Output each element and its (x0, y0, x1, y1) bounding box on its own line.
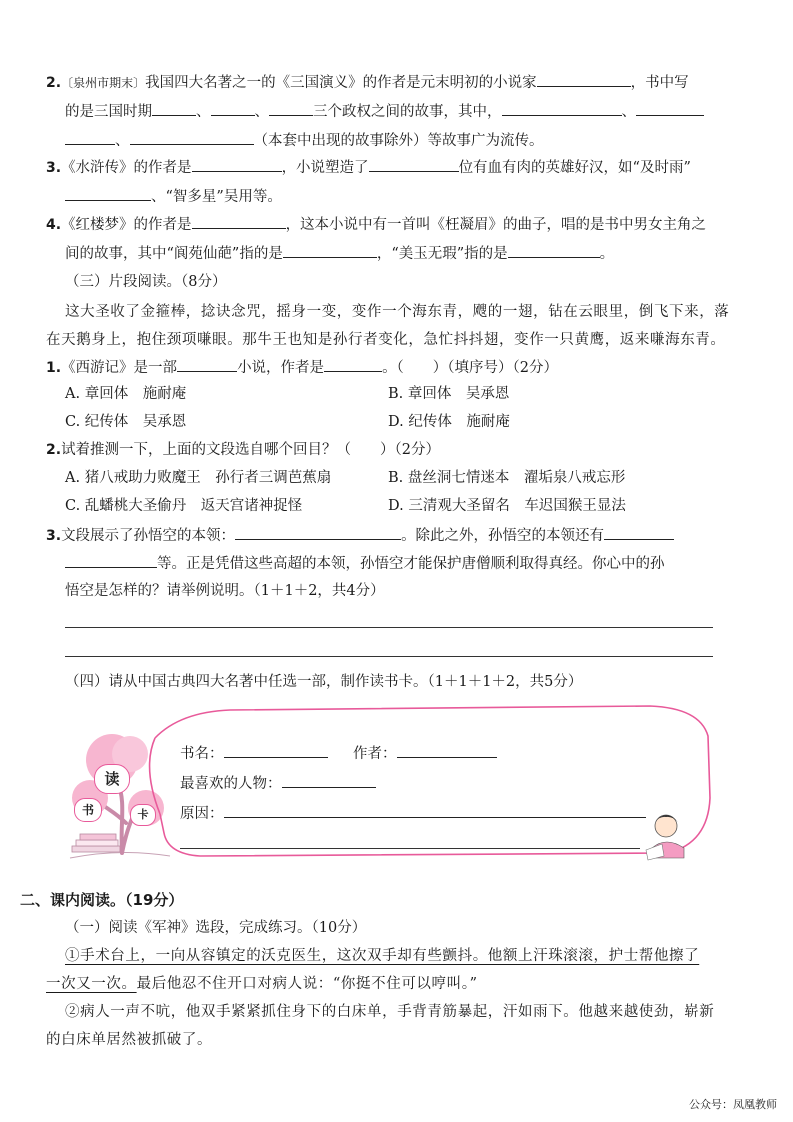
option-d[interactable]: D. 纪传体 施耐庵 (388, 414, 510, 430)
option-c[interactable]: C. 乱蟠桃大圣偷丹 返天宫诸神捉怪 (65, 498, 303, 514)
answer-line[interactable] (65, 627, 713, 628)
book-name-row: 书名： (180, 743, 328, 764)
source-tag: 〔泉州市期末〕 (61, 76, 146, 90)
answer-blank[interactable] (636, 101, 704, 116)
author-row: 作者： (353, 743, 497, 764)
answer-blank[interactable] (269, 101, 313, 116)
badge-shu: 书 (74, 798, 102, 822)
section4-title: （四）请从中国古典四大名著中任选一部，制作读书卡。（1＋1＋1＋2，共5分） (65, 674, 583, 690)
option-c[interactable]: C. 纪传体 吴承恩 (65, 414, 187, 430)
passage-line: 在天鹅身上，抱住颈项嗛眼。那牛王也知是孙行者变化，急忙抖抖翅，变作一只黄鹰，返来嗛海东青。 (46, 332, 726, 348)
passage-line: 的白床单居然被抓破了。 (46, 1032, 213, 1048)
q3-line2: 、“智多星”吴用等。 (65, 186, 282, 207)
answer-blank[interactable] (130, 130, 254, 145)
answer-blank[interactable] (192, 214, 286, 229)
card-frame (60, 698, 740, 868)
answer-blank[interactable] (283, 243, 377, 258)
answer-blank[interactable] (508, 243, 600, 258)
favorite-row: 最喜欢的人物： (180, 773, 376, 794)
answer-blank[interactable] (235, 525, 401, 540)
answer-blank[interactable] (65, 130, 115, 145)
option-b[interactable]: B. 章回体 吴承恩 (388, 386, 510, 402)
answer-blank[interactable] (211, 101, 255, 116)
answer-blank[interactable] (604, 525, 674, 540)
q2-line2: 的是三国时期 、 、 三个政权之间的故事，其中， 、 (65, 101, 704, 122)
footer-credit: 公众号：凤凰教师 (689, 1098, 777, 1111)
book-name-field[interactable] (224, 743, 328, 758)
option-b[interactable]: B. 盘丝洞七情迷本 濯垢泉八戒忘形 (388, 470, 626, 486)
option-a[interactable]: A. 章回体 施耐庵 (65, 386, 187, 402)
section3-title: （三）片段阅读。（8分） (65, 274, 227, 290)
option-d[interactable]: D. 三清观大圣留名 车迟国猴王显法 (388, 498, 626, 514)
s3-q2: 2.试着推测一下，上面的文段选自哪个回目？（ ）（2分） (46, 442, 441, 458)
q4-line1: 4.《红楼梦》的作者是 ，这本小说中有一首叫《枉凝眉》的曲子，唱的是书中男女主角之 (46, 214, 706, 235)
answer-blank[interactable] (502, 101, 622, 116)
reason-field[interactable] (224, 803, 646, 818)
part2-title: 二、课内阅读。（19分） (20, 891, 184, 909)
s3-q3-line2: 等。正是凭借这些高超的本领，孙悟空才能保护唐僧顺利取得真经。你心中的孙 (65, 553, 665, 574)
answer-blank[interactable] (192, 157, 282, 172)
passage-line: 一次又一次。最后他忍不住开口对病人说：“你挺不住可以哼叫。” (46, 976, 478, 992)
favorite-field[interactable] (282, 773, 376, 788)
reason-line[interactable] (180, 848, 640, 849)
reading-card (60, 698, 740, 868)
badge-ka: 卡 (130, 804, 156, 826)
q2-line3: 、 （本套中出现的故事除外）等故事广为流传。 (65, 130, 544, 151)
passage-line: 这大圣收了金箍棒，捻诀念咒，摇身一变，变作一个海东青，飕的一翅，钻在云眼里，倒飞下来，落 (65, 304, 730, 320)
answer-blank[interactable] (152, 101, 196, 116)
reason-row: 原因： (180, 803, 646, 824)
option-a[interactable]: A. 猪八戒助力败魔王 孙行者三调芭蕉扇 (65, 470, 332, 486)
answer-line[interactable] (65, 656, 713, 657)
s3-q1: 1.《西游记》是一部 小说，作者是 。（ ）（填序号）（2分） (46, 357, 558, 378)
books-icon (72, 834, 120, 852)
s3-q3-line3: 悟空是怎样的？请举例说明。（1＋1＋2，共4分） (65, 583, 385, 599)
answer-blank[interactable] (177, 357, 237, 372)
part2-subtitle: （一）阅读《军神》选段，完成练习。（10分） (65, 920, 367, 936)
q2-line1: 2.〔泉州市期末〕我国四大名著之一的《三国演义》的作者是元末明初的小说家 ，书中写 (46, 72, 689, 93)
answer-blank[interactable] (369, 157, 459, 172)
passage-line: ①手术台上，一向从容镇定的沃克医生，这次双手却有些颤抖。他额上汗珠滚滚，护士帮他擦了 (65, 948, 700, 964)
answer-blank[interactable] (537, 72, 631, 87)
q4-line2: 间的故事，其中“阆苑仙葩”指的是 ，“美玉无瑕”指的是 。 (65, 243, 614, 264)
reading-child-icon (646, 815, 684, 860)
author-field[interactable] (397, 743, 497, 758)
answer-blank[interactable] (65, 553, 157, 568)
s3-q3: 3.文段展示了孙悟空的本领： 。除此之外，孙悟空的本领还有 (46, 525, 674, 546)
answer-blank[interactable] (65, 186, 151, 201)
passage-line: ②病人一声不吭，他双手紧紧抓住身下的白床单，手背青筋暴起，汗如雨下。他越来越使劲，崭新 (65, 1004, 715, 1020)
q3-line1: 3.《水浒传》的作者是 ，小说塑造了 位有血有肉的英雄好汉，如“及时雨” (46, 157, 691, 178)
answer-blank[interactable] (324, 357, 382, 372)
badge-du: 读 (94, 764, 130, 794)
